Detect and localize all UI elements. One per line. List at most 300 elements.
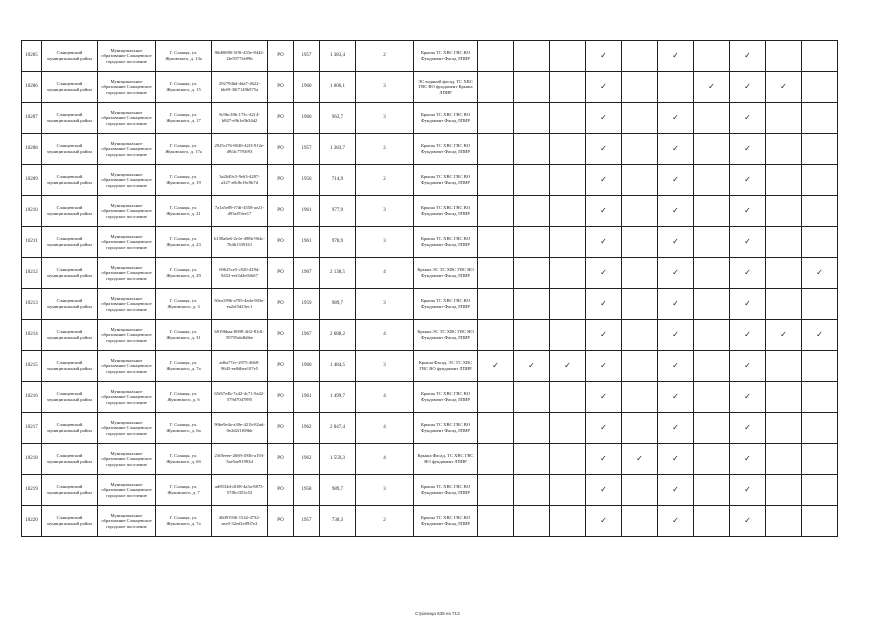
floors-cell: 3 — [356, 475, 414, 506]
area-cell: 1 383,7 — [320, 134, 356, 165]
work-check-cell — [766, 351, 802, 382]
type-cell: РО — [268, 444, 294, 475]
work-check-cell — [694, 444, 730, 475]
work-check-cell — [730, 165, 766, 196]
address-cell: Г. Сланцы, ул. Жуковского, д. 13а — [156, 41, 212, 72]
floors-cell: 3 — [356, 289, 414, 320]
municipality-cell: Муниципальное образование Сланцевское городское поселение — [98, 351, 156, 382]
row-id-cell: 10215 — [22, 351, 42, 382]
work-check-cell — [802, 320, 838, 351]
type-cell: РО — [268, 413, 294, 444]
table-row — [22, 413, 838, 444]
work-check-cell — [658, 103, 694, 134]
address-cell: Г. Сланцы, ул. Жуковского, д. 7а — [156, 506, 212, 537]
municipality-cell: Муниципальное образование Сланцевское городское поселение — [98, 41, 156, 72]
municipality-cell: Муниципальное образование Сланцевское городское поселение — [98, 320, 156, 351]
municipality-cell: Муниципальное образование Сланцевское городское поселение — [98, 227, 156, 258]
work-check-cell — [730, 41, 766, 72]
year-cell: 1962 — [294, 444, 320, 475]
work-check-cell — [658, 227, 694, 258]
work-check-cell — [766, 41, 802, 72]
work-check-cell — [802, 134, 838, 165]
checkmark-icon: ✓ — [600, 175, 607, 184]
work-check-cell — [658, 475, 694, 506]
row-id-cell: 10207 — [22, 103, 42, 134]
work-check-cell — [478, 72, 514, 103]
district-cell: Сланцевский муниципальный район — [42, 103, 98, 134]
row-id-cell: 10212 — [22, 258, 42, 289]
work-check-cell — [622, 382, 658, 413]
checkmark-icon: ✓ — [744, 175, 751, 184]
work-check-cell — [622, 413, 658, 444]
work-check-cell — [586, 289, 622, 320]
work-check-cell — [730, 72, 766, 103]
work-check-cell — [766, 165, 802, 196]
work-check-cell — [694, 475, 730, 506]
checkmark-icon: ✓ — [672, 516, 679, 525]
work-check-cell — [802, 475, 838, 506]
work-check-cell — [514, 196, 550, 227]
checkmark-icon: ✓ — [600, 82, 607, 91]
work-check-cell — [694, 382, 730, 413]
works-cell: Крыша ТС ХВС ГВС ВО Фундамент Фасад ЛПИР — [414, 103, 478, 134]
table-row — [22, 196, 838, 227]
work-check-cell — [586, 165, 622, 196]
works-cell: Крыша ТС ХВС ГВС ВО Фундамент Фасад ЛПИР — [414, 134, 478, 165]
district-cell: Сланцевский муниципальный район — [42, 413, 98, 444]
work-check-cell — [766, 475, 802, 506]
guid-cell: ad6a77ec-2975-4668-9645-ee8dbee107e5 — [212, 351, 268, 382]
area-cell: 2 138,5 — [320, 258, 356, 289]
work-check-cell — [478, 506, 514, 537]
checkmark-icon: ✓ — [600, 330, 607, 339]
checkmark-icon: ✓ — [672, 237, 679, 246]
row-id-cell: 10205 — [22, 41, 42, 72]
work-check-cell — [802, 289, 838, 320]
work-check-cell — [514, 382, 550, 413]
municipality-cell: Муниципальное образование Сланцевское городское поселение — [98, 382, 156, 413]
checkmark-icon: ✓ — [672, 268, 679, 277]
work-check-cell — [622, 227, 658, 258]
work-check-cell — [478, 320, 514, 351]
area-cell: 978,9 — [320, 227, 356, 258]
work-check-cell — [622, 289, 658, 320]
year-cell: 1962 — [294, 413, 320, 444]
table-body — [22, 41, 838, 537]
row-id-cell: 10220 — [22, 506, 42, 537]
work-check-cell — [586, 506, 622, 537]
work-check-cell — [550, 382, 586, 413]
work-check-cell — [766, 258, 802, 289]
type-cell: РО — [268, 320, 294, 351]
work-check-cell — [766, 413, 802, 444]
work-check-cell — [658, 413, 694, 444]
work-check-cell — [658, 444, 694, 475]
work-check-cell — [766, 227, 802, 258]
row-id-cell: 10210 — [22, 196, 42, 227]
checkmark-icon: ✓ — [672, 113, 679, 122]
work-check-cell — [550, 103, 586, 134]
district-cell: Сланцевский муниципальный район — [42, 444, 98, 475]
district-cell: Сланцевский муниципальный район — [42, 289, 98, 320]
checkmark-icon: ✓ — [744, 113, 751, 122]
municipality-cell: Муниципальное образование Сланцевское городское поселение — [98, 196, 156, 227]
area-cell: 989,7 — [320, 289, 356, 320]
checkmark-icon: ✓ — [744, 361, 751, 370]
work-check-cell — [730, 134, 766, 165]
year-cell: 1961 — [294, 196, 320, 227]
work-check-cell — [478, 134, 514, 165]
work-check-cell — [694, 506, 730, 537]
checkmark-icon: ✓ — [600, 268, 607, 277]
work-check-cell — [802, 258, 838, 289]
floors-cell: 3 — [356, 196, 414, 227]
work-check-cell — [478, 351, 514, 382]
type-cell: РО — [268, 351, 294, 382]
checkmark-icon: ✓ — [744, 82, 751, 91]
floors-cell: 3 — [356, 227, 414, 258]
type-cell: РО — [268, 196, 294, 227]
address-cell: Г. Сланцы, ул. Жуковского, д. 17 — [156, 103, 212, 134]
type-cell: РО — [268, 506, 294, 537]
checkmark-icon: ✓ — [672, 51, 679, 60]
year-cell: 1957 — [294, 134, 320, 165]
municipality-cell: Муниципальное образование Сланцевское городское поселение — [98, 289, 156, 320]
area-cell: 977,9 — [320, 196, 356, 227]
work-check-cell — [622, 134, 658, 165]
year-cell: 1958 — [294, 475, 320, 506]
checkmark-icon: ✓ — [816, 268, 823, 277]
checkmark-icon: ✓ — [672, 454, 679, 463]
type-cell: РО — [268, 103, 294, 134]
checkmark-icon: ✓ — [744, 454, 751, 463]
address-cell: Г. Сланцы, ул. Жуковского, д. 3 — [156, 289, 212, 320]
floors-cell: 2 — [356, 41, 414, 72]
work-check-cell — [550, 444, 586, 475]
work-check-cell — [514, 320, 550, 351]
area-cell: 738,3 — [320, 506, 356, 537]
checkmark-icon: ✓ — [744, 144, 751, 153]
work-check-cell — [730, 444, 766, 475]
address-cell: Г. Сланцы, ул. Жуковского, д. 15 — [156, 72, 212, 103]
floors-cell: 2 — [356, 506, 414, 537]
work-check-cell — [586, 413, 622, 444]
work-check-cell — [478, 196, 514, 227]
work-check-cell — [658, 351, 694, 382]
work-check-cell — [730, 413, 766, 444]
work-check-cell — [766, 72, 802, 103]
checkmark-icon: ✓ — [744, 330, 751, 339]
municipality-cell: Муниципальное образование Сланцевское городское поселение — [98, 444, 156, 475]
floors-cell: 4 — [356, 382, 414, 413]
table-row — [22, 475, 838, 506]
work-check-cell — [478, 227, 514, 258]
address-cell: Г. Сланцы, ул. Жуковского, д. 21 — [156, 196, 212, 227]
works-cell: Крыша Фасад, ЭС ТС ХВС ГВС ВО фундамент ЛПИР — [414, 351, 478, 382]
works-cell: Крыша ТС ХВС ГВС ВО Фундамент Фасад ЛПИР — [414, 196, 478, 227]
address-cell: Г. Сланцы, ул. Жуковского, д. 6 — [156, 382, 212, 413]
work-check-cell — [514, 444, 550, 475]
work-check-cell — [478, 444, 514, 475]
work-check-cell — [478, 258, 514, 289]
row-id-cell: 10217 — [22, 413, 42, 444]
district-cell: Сланцевский муниципальный район — [42, 165, 98, 196]
year-cell: 1961 — [294, 227, 320, 258]
table-row — [22, 444, 838, 475]
row-id-cell: 10214 — [22, 320, 42, 351]
work-check-cell — [514, 351, 550, 382]
work-check-cell — [550, 165, 586, 196]
area-cell: 1 559,3 — [320, 444, 356, 475]
work-check-cell — [622, 258, 658, 289]
work-check-cell — [514, 41, 550, 72]
district-cell: Сланцевский муниципальный район — [42, 41, 98, 72]
work-check-cell — [622, 41, 658, 72]
area-cell: 1 383,4 — [320, 41, 356, 72]
checkmark-icon: ✓ — [672, 361, 679, 370]
work-check-cell — [586, 320, 622, 351]
work-check-cell — [766, 444, 802, 475]
work-check-cell — [514, 475, 550, 506]
checkmark-icon: ✓ — [600, 113, 607, 122]
checkmark-icon: ✓ — [816, 330, 823, 339]
work-check-cell — [658, 289, 694, 320]
checkmark-icon: ✓ — [744, 206, 751, 215]
year-cell: 1960 — [294, 103, 320, 134]
works-cell: Крыша ТС ХВС ГВС ВО Фундамент Фасад ЛПИР — [414, 475, 478, 506]
work-check-cell — [622, 103, 658, 134]
checkmark-icon: ✓ — [672, 423, 679, 432]
work-check-cell — [730, 351, 766, 382]
work-check-cell — [766, 134, 802, 165]
work-check-cell — [586, 196, 622, 227]
checkmark-icon: ✓ — [672, 206, 679, 215]
work-check-cell — [514, 165, 550, 196]
work-check-cell — [622, 444, 658, 475]
work-check-cell — [658, 320, 694, 351]
area-cell: 1 484,5 — [320, 351, 356, 382]
district-cell: Сланцевский муниципальный район — [42, 320, 98, 351]
work-check-cell — [658, 196, 694, 227]
work-check-cell — [766, 103, 802, 134]
type-cell: РО — [268, 475, 294, 506]
floors-cell: 2 — [356, 134, 414, 165]
work-check-cell — [694, 103, 730, 134]
area-cell: 1 006,1 — [320, 72, 356, 103]
row-id-cell: 10206 — [22, 72, 42, 103]
floors-cell: 3 — [356, 351, 414, 382]
address-cell: Г. Сланцы, ул. Жуковского, д. 7 — [156, 475, 212, 506]
work-check-cell — [802, 103, 838, 134]
work-check-cell — [514, 413, 550, 444]
district-cell: Сланцевский муниципальный район — [42, 506, 98, 537]
work-check-cell — [730, 506, 766, 537]
work-check-cell — [550, 506, 586, 537]
checkmark-icon: ✓ — [564, 361, 571, 370]
checkmark-icon: ✓ — [492, 361, 499, 370]
work-check-cell — [658, 506, 694, 537]
district-cell: Сланцевский муниципальный район — [42, 227, 98, 258]
works-cell: Крыша ТС ХВС ГВС ВО Фундамент Фасад ЛПИР — [414, 506, 478, 537]
checkmark-icon: ✓ — [744, 516, 751, 525]
work-check-cell — [478, 103, 514, 134]
district-cell: Сланцевский муниципальный район — [42, 72, 98, 103]
page-footer: Страница 638 из 713 — [415, 611, 460, 616]
type-cell: РО — [268, 258, 294, 289]
type-cell: РО — [268, 165, 294, 196]
type-cell: РО — [268, 134, 294, 165]
work-check-cell — [730, 196, 766, 227]
checkmark-icon: ✓ — [600, 423, 607, 432]
work-check-cell — [622, 320, 658, 351]
work-check-cell — [730, 258, 766, 289]
address-cell: Г. Сланцы, ул. Жуковского, д. 31 — [156, 320, 212, 351]
work-check-cell — [550, 41, 586, 72]
year-cell: 1957 — [294, 41, 320, 72]
checkmark-icon: ✓ — [744, 237, 751, 246]
guid-cell: 2925cf76-8040-42f3-912e-d9f4c7793f93 — [212, 134, 268, 165]
work-check-cell — [766, 196, 802, 227]
table-row — [22, 382, 838, 413]
works-cell: Крыша ТС ХВС ГВС ВО Фундамент Фасад ЛПИР — [414, 413, 478, 444]
work-check-cell — [514, 289, 550, 320]
work-check-cell — [514, 227, 550, 258]
work-check-cell — [802, 165, 838, 196]
year-cell: 1957 — [294, 506, 320, 537]
work-check-cell — [550, 289, 586, 320]
checkmark-icon: ✓ — [600, 51, 607, 60]
district-cell: Сланцевский муниципальный район — [42, 196, 98, 227]
work-check-cell — [694, 41, 730, 72]
work-check-cell — [586, 72, 622, 103]
work-check-cell — [622, 72, 658, 103]
table-row — [22, 72, 838, 103]
floors-cell: 4 — [356, 320, 414, 351]
work-check-cell — [586, 475, 622, 506]
work-check-cell — [802, 72, 838, 103]
work-check-cell — [694, 165, 730, 196]
work-check-cell — [694, 258, 730, 289]
work-check-cell — [766, 320, 802, 351]
work-check-cell — [694, 351, 730, 382]
work-check-cell — [550, 413, 586, 444]
work-check-cell — [730, 475, 766, 506]
work-check-cell — [766, 289, 802, 320]
checkmark-icon: ✓ — [600, 144, 607, 153]
work-check-cell — [586, 227, 622, 258]
floors-cell: 4 — [356, 258, 414, 289]
address-cell: Г. Сланцы, ул. Жуковского, д. 17а — [156, 134, 212, 165]
guid-cell: b158a6e6-2e1e-498b-964c-7b4b1339161 — [212, 227, 268, 258]
checkmark-icon: ✓ — [780, 82, 787, 91]
district-cell: Сланцевский муниципальный район — [42, 382, 98, 413]
checkmark-icon: ✓ — [528, 361, 535, 370]
year-cell: 1961 — [294, 382, 320, 413]
table-row — [22, 258, 838, 289]
work-check-cell — [514, 72, 550, 103]
checkmark-icon: ✓ — [744, 423, 751, 432]
work-check-cell — [586, 134, 622, 165]
checkmark-icon: ✓ — [636, 454, 643, 463]
checkmark-icon: ✓ — [744, 392, 751, 401]
work-check-cell — [802, 506, 838, 537]
address-cell: Г. Сланцы, ул. Жуковского, д. 19 — [156, 165, 212, 196]
checkmark-icon: ✓ — [600, 454, 607, 463]
work-check-cell — [550, 475, 586, 506]
guid-cell: 96d00f90-5f9f-433e-8442-2fe59774e99b — [212, 41, 268, 72]
work-check-cell — [550, 258, 586, 289]
guid-cell: 65f67e4b-7a42-4c71-9a42-579d7047895 — [212, 382, 268, 413]
work-check-cell — [514, 134, 550, 165]
work-check-cell — [730, 320, 766, 351]
work-check-cell — [694, 196, 730, 227]
guid-cell: 7a1a5e89-f7df-4558-ae21-d93af53ee17 — [212, 196, 268, 227]
table-row — [22, 289, 838, 320]
year-cell: 1956 — [294, 165, 320, 196]
guid-cell: 23f0eeee-2669-493b-a193-5ae5ae91993d — [212, 444, 268, 475]
work-check-cell — [802, 196, 838, 227]
type-cell: РО — [268, 289, 294, 320]
works-cell: Крыша ЭС ТС ХВС ГВС ВО Фундамент Фасад ЛПИР — [414, 320, 478, 351]
work-check-cell — [694, 289, 730, 320]
area-cell: 1 499,7 — [320, 382, 356, 413]
address-cell: Г. Сланцы, ул. Жуковского, д. 23 — [156, 227, 212, 258]
checkmark-icon: ✓ — [744, 268, 751, 277]
year-cell: 1960 — [294, 351, 320, 382]
checkmark-icon: ✓ — [672, 485, 679, 494]
checkmark-icon: ✓ — [672, 299, 679, 308]
table-row — [22, 165, 838, 196]
table-row — [22, 134, 838, 165]
checkmark-icon: ✓ — [672, 175, 679, 184]
work-check-cell — [802, 351, 838, 382]
housing-registry-table — [21, 40, 838, 537]
address-cell: Г. Сланцы, ул. Жуковского, д. 29 — [156, 258, 212, 289]
guid-cell: ad8534d-d108-4a3a-8875-57f8cf355c52 — [212, 475, 268, 506]
municipality-cell: Муниципальное образование Сланцевское городское поселение — [98, 475, 156, 506]
municipality-cell: Муниципальное образование Сланцевское городское поселение — [98, 165, 156, 196]
work-check-cell — [622, 475, 658, 506]
work-check-cell — [694, 134, 730, 165]
work-check-cell — [658, 165, 694, 196]
work-check-cell — [550, 320, 586, 351]
municipality-cell: Муниципальное образование Сланцевское городское поселение — [98, 258, 156, 289]
work-check-cell — [730, 103, 766, 134]
work-check-cell — [622, 165, 658, 196]
work-check-cell — [694, 227, 730, 258]
address-cell: Г. Сланцы, ул. Жуковского, д. 7а — [156, 351, 212, 382]
row-id-cell: 10216 — [22, 382, 42, 413]
district-cell: Сланцевский муниципальный район — [42, 258, 98, 289]
municipality-cell: Муниципальное образование Сланцевское городское поселение — [98, 413, 156, 444]
work-check-cell — [802, 41, 838, 72]
work-check-cell — [514, 506, 550, 537]
checkmark-icon: ✓ — [600, 237, 607, 246]
floors-cell: 2 — [356, 165, 414, 196]
work-check-cell — [802, 413, 838, 444]
type-cell: РО — [268, 227, 294, 258]
checkmark-icon: ✓ — [600, 516, 607, 525]
row-id-cell: 10218 — [22, 444, 42, 475]
guid-cell: 69625ce5-c920-419d-8452-eef2d4e92b67 — [212, 258, 268, 289]
work-check-cell — [622, 506, 658, 537]
work-check-cell — [586, 382, 622, 413]
work-check-cell — [478, 165, 514, 196]
municipality-cell: Муниципальное образование Сланцевское городское поселение — [98, 134, 156, 165]
works-cell: ЭС водяной фасад, ТС ХВС ГВС ВО фундамент Крыша ЛПИР — [414, 72, 478, 103]
work-check-cell — [766, 506, 802, 537]
district-cell: Сланцевский муниципальный район — [42, 475, 98, 506]
